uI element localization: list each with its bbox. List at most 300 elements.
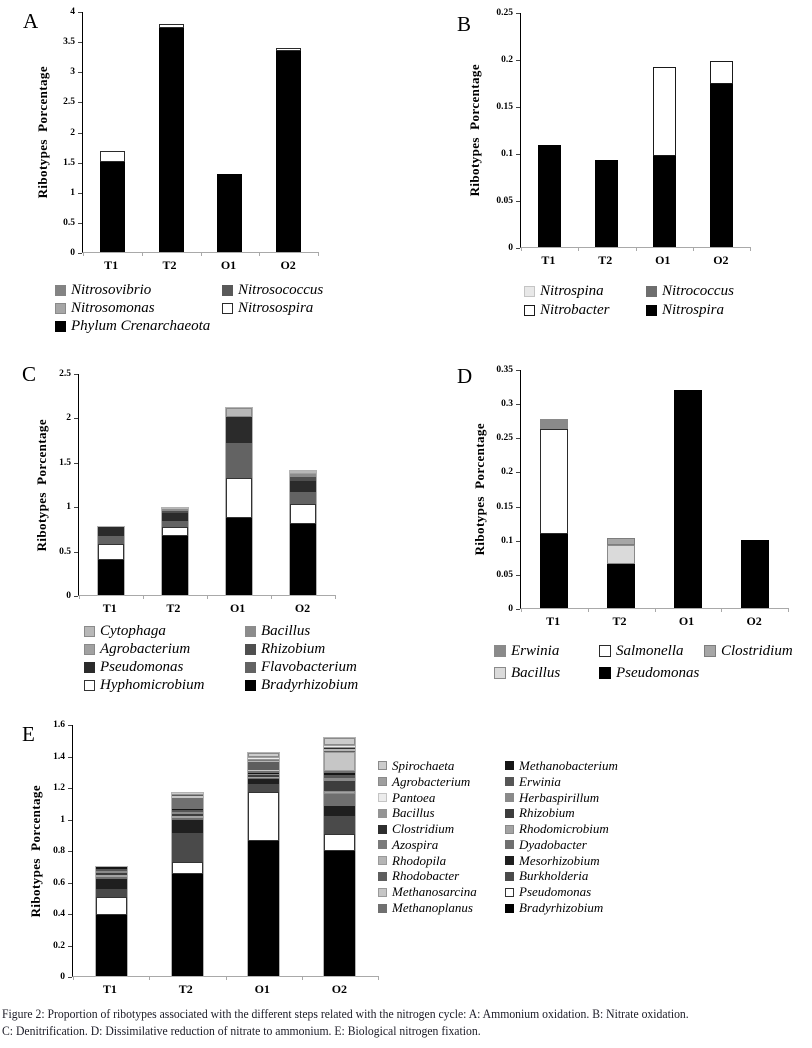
x-tick-mark [721, 608, 722, 612]
legend-swatch [55, 321, 66, 332]
panel-letter: C [22, 362, 37, 386]
legend-swatch [378, 793, 387, 802]
bar-segment [96, 897, 127, 915]
panel-a [8, 6, 400, 335]
y-axis [58, 7, 82, 258]
chart-area [430, 365, 812, 614]
y-tick-label: 0.3 [501, 399, 513, 409]
y-tick-label: 2.5 [63, 97, 75, 107]
bar-segment [98, 560, 124, 595]
bar-segment [172, 820, 203, 833]
bar-segment [248, 784, 279, 792]
legend-swatch [505, 777, 514, 786]
legend-swatch [84, 644, 95, 655]
y-tick-label: 1.5 [59, 458, 71, 468]
x-category-label: O1 [254, 982, 270, 996]
legend-swatch [505, 872, 514, 881]
legend-swatch [84, 680, 95, 691]
x-tick-mark [271, 595, 272, 599]
panel-b [420, 6, 812, 320]
x-tick-mark [207, 595, 208, 599]
x-tick-mark [788, 608, 789, 612]
legend-label: Spirochaeta [392, 757, 455, 773]
bar-segment [653, 156, 676, 247]
bar-segment [324, 781, 355, 791]
x-tick-mark [378, 976, 379, 980]
legend-label: Azospira [392, 836, 439, 852]
bar-segment [217, 174, 242, 252]
x-tick-mark [259, 252, 260, 256]
y-tick-label: 0.1 [501, 536, 513, 546]
legend-swatch [222, 285, 233, 296]
x-tick-mark [201, 252, 202, 256]
x-tick-mark [83, 252, 84, 256]
legend-item [704, 643, 812, 660]
legend-item [222, 282, 400, 299]
bar-segment [162, 536, 188, 595]
bar-o1 [226, 408, 252, 595]
legend [55, 281, 400, 335]
bar-o2 [324, 738, 355, 976]
bar-segment [324, 806, 355, 816]
legend-label: Erwinia [511, 642, 560, 659]
legend-item [599, 665, 704, 682]
x-axis-labels [78, 601, 335, 616]
legend-item [378, 790, 505, 806]
legend-item [524, 302, 646, 319]
legend [524, 282, 812, 320]
bar-segment [172, 862, 203, 874]
chart-area [8, 7, 400, 258]
legend-swatch [245, 644, 256, 655]
bar-segment [96, 889, 127, 897]
y-tick-label: 0.6 [53, 878, 65, 888]
legend-label: Nitrosomonas [71, 299, 155, 316]
y-axis-title-text: Ribotypes Porcentage [472, 423, 487, 556]
legend-label: Agrobacterium [100, 640, 191, 657]
x-category-label: O1 [678, 614, 695, 628]
legend-swatch [505, 840, 514, 849]
legend-item [505, 884, 618, 900]
x-tick-mark [302, 976, 303, 980]
y-tick-label: 3 [70, 67, 75, 77]
bar-o1 [653, 67, 676, 247]
x-category-label: O2 [280, 258, 296, 272]
legend-label: Methanosarcina [392, 884, 477, 900]
x-tick-mark [521, 247, 522, 251]
legend-swatch [505, 825, 514, 834]
bar-segment [538, 145, 561, 247]
legend-label: Clostridium [721, 642, 793, 659]
x-axis-labels [82, 258, 318, 273]
legend-label: Erwinia [519, 773, 561, 789]
legend-item [378, 868, 505, 884]
legend-label: Nitrosovibrio [71, 281, 152, 298]
x-category-label: O2 [294, 601, 311, 615]
bar-segment [159, 28, 184, 252]
legend-item [646, 302, 812, 319]
y-tick-label: 0.05 [496, 570, 513, 580]
legend-item [505, 868, 618, 884]
legend-swatch [505, 904, 514, 913]
y-tick-label: 0 [60, 972, 65, 982]
plot-area [520, 370, 788, 609]
bar-segment [653, 67, 676, 156]
legend-item [55, 282, 222, 299]
plot-area [72, 725, 378, 977]
legend-label: Nitrobacter [540, 302, 610, 318]
bar-segment [96, 879, 127, 889]
legend-swatch [494, 667, 506, 679]
legend-swatch [599, 667, 611, 679]
bar-segment [226, 478, 252, 518]
legend-label: Pantoea [392, 789, 436, 805]
legend-label: Cytophaga [100, 622, 166, 639]
x-category-label: T1 [102, 601, 117, 615]
legend-swatch [599, 645, 611, 657]
bar-o1 [217, 174, 242, 252]
legend-label: Methanoplanus [392, 900, 473, 916]
bar-segment [674, 390, 702, 609]
legend-item [84, 677, 245, 694]
y-axis-title [460, 13, 490, 248]
legend-swatch [222, 303, 233, 314]
bar-t1 [98, 527, 124, 595]
legend-item [378, 821, 505, 837]
panel-letter: E [22, 722, 35, 746]
plot-area [78, 374, 335, 596]
y-tick-label: 0.25 [496, 433, 513, 443]
legend-swatch [704, 645, 716, 657]
x-category-label: O2 [746, 614, 762, 628]
legend-swatch [378, 888, 387, 897]
bar-segment [98, 544, 124, 560]
legend-item [378, 900, 505, 916]
figure-caption-line-1: Figure 2: Proportion of ribotypes associated with the different steps related with the nitrogen cycle: A: Ammonium oxidation. B: Nitrate oxidation. [2, 1006, 689, 1021]
y-tick-label: 1 [60, 815, 65, 825]
bar-segment [162, 513, 188, 521]
x-tick-mark [521, 608, 522, 612]
legend-label: Flavobacterium [261, 658, 357, 675]
bar-segment [540, 419, 568, 429]
legend-swatch [505, 888, 514, 897]
legend-swatch [378, 761, 387, 770]
legend-label: Rhizobium [519, 805, 575, 821]
legend-swatch [378, 856, 387, 865]
y-axis-title-text: Ribotypes Porcentage [28, 784, 43, 918]
x-axis-labels [520, 253, 750, 268]
y-tick-label: 0.15 [496, 502, 513, 512]
panel-c [8, 362, 408, 694]
bar-segment [248, 841, 279, 976]
y-tick-label: 2 [70, 128, 75, 138]
legend-item [505, 900, 618, 916]
x-category-label: T2 [612, 614, 627, 628]
bar-segment [172, 874, 203, 976]
bar-t1 [100, 151, 125, 252]
x-tick-mark [149, 976, 150, 980]
legend-item [505, 837, 618, 853]
x-category-label: T1 [104, 258, 119, 272]
y-tick-label: 0.5 [59, 547, 71, 557]
bar-o1 [248, 753, 279, 976]
legend-label: Pseudomonas [519, 884, 592, 900]
panel-letter: A [23, 9, 39, 33]
y-tick-label: 0.25 [496, 8, 513, 18]
bar-segment [226, 417, 252, 444]
panel-letter: B [457, 12, 472, 36]
legend-swatch [55, 303, 66, 314]
bar-segment [324, 834, 355, 851]
x-category-label: T1 [541, 253, 556, 267]
x-category-label: T1 [546, 614, 561, 628]
bar-segment [595, 160, 618, 247]
legend-swatch [245, 680, 256, 691]
y-axis [490, 8, 520, 253]
bar-t2 [607, 538, 635, 608]
bar-segment [290, 504, 316, 524]
bar-segment [96, 915, 127, 976]
legend-item [378, 758, 505, 774]
bar-segment [290, 492, 316, 504]
y-tick-mark [516, 609, 520, 610]
y-axis-title-text: Ribotypes Porcentage [34, 418, 49, 552]
legend-item [524, 283, 646, 300]
y-tick-label: 1.6 [53, 720, 65, 730]
bar-segment [324, 851, 355, 976]
bar-segment [98, 536, 124, 544]
legend-item [222, 300, 400, 317]
chart-area [8, 369, 408, 601]
y-axis-title-text: Ribotypes Porcentage [467, 64, 482, 197]
legend-item [505, 853, 618, 869]
bar-t2 [159, 24, 184, 252]
y-tick-label: 0.2 [501, 55, 513, 65]
y-tick-label: 3.5 [63, 37, 75, 47]
legend-label: Pseudomonas [100, 658, 184, 675]
y-tick-label: 1.4 [53, 752, 65, 762]
legend-item [245, 641, 408, 658]
bar-segment [162, 527, 188, 537]
y-tick-label: 1.2 [53, 783, 65, 793]
y-tick-label: 2 [66, 413, 71, 423]
y-axis-title [28, 12, 58, 253]
x-tick-mark [226, 976, 227, 980]
legend-item [505, 805, 618, 821]
legend-swatch [378, 904, 387, 913]
legend-swatch [524, 286, 535, 297]
y-axis-title-text: Ribotypes Porcentage [35, 66, 50, 199]
legend-label: Methanobacterium [519, 757, 618, 773]
bar-segment [710, 61, 733, 85]
legend-item [245, 677, 408, 694]
legend-swatch [378, 809, 387, 818]
bar-segment [226, 408, 252, 417]
y-tick-label: 0 [508, 243, 513, 253]
bar-segment [172, 833, 203, 861]
bar-o2 [290, 471, 316, 595]
legend-swatch [646, 286, 657, 297]
legend-swatch [55, 285, 66, 296]
plot-area [520, 13, 750, 248]
legend-swatch [378, 872, 387, 881]
legend-swatch [378, 840, 387, 849]
legend-item [378, 805, 505, 821]
legend-label: Dyadobacter [519, 836, 587, 852]
legend-swatch [494, 645, 506, 657]
y-tick-label: 0.1 [501, 149, 513, 159]
bar-segment [741, 540, 769, 608]
x-category-label: T2 [178, 982, 193, 996]
legend-label: Agrobacterium [392, 773, 471, 789]
legend-label: Bacillus [261, 622, 311, 639]
x-tick-mark [73, 976, 74, 980]
y-tick-label: 0 [66, 591, 71, 601]
x-axis-labels [520, 614, 788, 629]
bar-segment [226, 518, 252, 595]
legend-item [378, 884, 505, 900]
legend-item [505, 774, 618, 790]
bar-segment [540, 429, 568, 534]
x-category-label: O2 [713, 253, 729, 267]
bar-segment [290, 524, 316, 595]
x-tick-mark [142, 252, 143, 256]
y-tick-label: 0.2 [53, 941, 65, 951]
legend-item [505, 821, 618, 837]
bar-segment [172, 798, 203, 809]
legend-item [84, 659, 245, 676]
legend-item [378, 774, 505, 790]
legend-swatch [505, 809, 514, 818]
y-tick-label: 0.15 [496, 102, 513, 112]
bar-t1 [538, 145, 561, 247]
y-axis [494, 365, 520, 614]
y-axis [56, 369, 78, 601]
bar-t2 [595, 160, 618, 247]
legend-swatch [378, 777, 387, 786]
bar-o1 [674, 390, 702, 609]
legend-label: Phylum Crenarchaeota [71, 317, 211, 334]
x-tick-mark [335, 595, 336, 599]
y-tick-label: 1 [70, 188, 75, 198]
x-category-label: T1 [102, 982, 117, 996]
bar-segment [100, 151, 125, 162]
x-tick-mark [693, 247, 694, 251]
bar-segment [607, 564, 635, 608]
y-tick-label: 1.5 [63, 158, 75, 168]
legend-label: Rhodomicrobium [519, 821, 609, 837]
x-category-label: O1 [655, 253, 671, 267]
x-category-label: T2 [166, 601, 181, 615]
x-tick-mark [578, 247, 579, 251]
x-tick-mark [143, 595, 144, 599]
legend-swatch [505, 856, 514, 865]
bar-t1 [96, 867, 127, 976]
bar-segment [324, 794, 355, 806]
legend-swatch [524, 305, 535, 316]
legend-label: Bacillus [392, 805, 435, 821]
legend-label: Nitrospina [540, 283, 604, 299]
legend [494, 640, 812, 684]
x-category-label: T2 [598, 253, 613, 267]
legend-item [55, 300, 222, 317]
bar-segment [540, 534, 568, 608]
x-category-label: T2 [162, 258, 177, 272]
plot-area [82, 12, 318, 253]
y-axis [50, 720, 72, 982]
bar-segment [98, 527, 124, 537]
legend-label: Nitrosococcus [238, 281, 324, 298]
legend-label: Rhizobium [261, 640, 326, 657]
y-tick-mark [74, 596, 78, 597]
bar-o2 [710, 61, 733, 247]
legend-item [494, 643, 599, 660]
legend-item [494, 665, 599, 682]
bar-segment [290, 481, 316, 492]
y-tick-mark [78, 253, 82, 254]
bar-o2 [276, 48, 301, 252]
y-tick-label: 2.5 [59, 369, 71, 379]
panel-e [8, 718, 808, 997]
legend-swatch [646, 305, 657, 316]
legend-swatch [245, 626, 256, 637]
legend-label: Bacillus [511, 664, 561, 681]
x-category-label: O1 [220, 258, 237, 272]
legend-label: Nitrococcus [662, 283, 734, 299]
bar-segment [248, 792, 279, 842]
legend-swatch [84, 662, 95, 673]
bar-segment [248, 762, 279, 770]
legend-label: Bradyrhizobium [519, 900, 604, 916]
legend-item [245, 623, 408, 640]
legend-label: Nitrosospira [238, 299, 314, 316]
legend-item [84, 641, 245, 658]
y-axis-title [22, 722, 50, 977]
y-axis-title [28, 374, 56, 596]
x-tick-mark [655, 608, 656, 612]
chart-area [420, 8, 812, 253]
x-tick-mark [318, 252, 319, 256]
legend-swatch [84, 626, 95, 637]
legend-item [599, 643, 704, 660]
legend-item [245, 659, 408, 676]
legend-label: Clostridium [392, 821, 455, 837]
x-category-label: O2 [331, 982, 348, 996]
legend-item [55, 318, 222, 335]
legend-item [378, 837, 505, 853]
x-axis-labels [72, 982, 378, 997]
bar-o2 [741, 540, 769, 608]
legend-label: Herbaspirillum [519, 789, 600, 805]
legend-label: Nitrospira [662, 302, 724, 318]
y-tick-mark [516, 248, 520, 249]
y-tick-label: 0 [508, 604, 513, 614]
legend-swatch [378, 825, 387, 834]
legend-label: Salmonella [616, 642, 684, 659]
legend-swatch [505, 761, 514, 770]
bar-segment [607, 545, 635, 563]
bar-segment [276, 51, 301, 252]
bar-segment [607, 538, 635, 545]
y-tick-label: 0.2 [501, 467, 513, 477]
y-axis-title [466, 370, 494, 609]
panel-d [430, 362, 812, 684]
legend-label: Rhodobacter [392, 868, 460, 884]
y-tick-label: 0.5 [63, 218, 75, 228]
x-tick-mark [588, 608, 589, 612]
legend-swatch [505, 793, 514, 802]
legend-label: Mesorhizobium [519, 852, 600, 868]
